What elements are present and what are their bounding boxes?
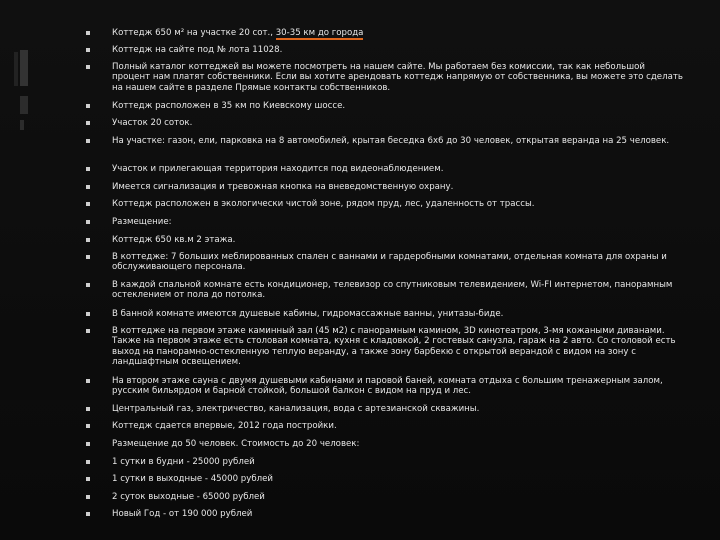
bullet-icon: [86, 512, 90, 516]
item-text: В коттедже на первом этаже каминный зал (45 м2) с панорамным камином, 3D кинотеатром, 3-мя кожаными диванами. Также на первом этаже есть столовая комната, кухня с кладовкой, 2 гостевых санузла, гараж на 2 авто. Со столовой есть выход на панорамно-остекленную теплую веранду, а также зону барбекю с открытой верандой с видом на зону с ландшафтным освещением.: [112, 326, 676, 368]
bullet-icon: [86, 31, 90, 35]
bullet-icon: [86, 329, 90, 333]
item-text: Коттедж расположен в экологически чистой зоне, рядом пруд, лес, удаленность от трассы.: [112, 199, 535, 209]
bullet-icon: [86, 379, 90, 383]
item-text: Центральный газ, электричество, канализация, вода с артезианской скважины.: [112, 404, 480, 414]
bullet-icon: [86, 442, 90, 446]
bullet-icon: [86, 312, 90, 316]
item-text: В банной комнате имеются душевые кабины, гидромассажные ванны, унитазы-биде.: [112, 309, 504, 319]
bullet-icon: [86, 407, 90, 411]
bullet-icon: [86, 495, 90, 499]
bullet-icon: [86, 65, 90, 69]
item-text: 1 сутки в выходные - 45000 рублей: [112, 474, 273, 484]
item-text: 1 сутки в будни - 25000 рублей: [112, 457, 255, 467]
item-text: Коттедж 650 кв.м 2 этажа.: [112, 235, 236, 245]
decor-bar: [14, 52, 18, 86]
item-text: Полный каталог коттеджей вы можете посмотреть на нашем сайте. Мы работаем без комиссии, так как небольшой процент нам платят собственники. Если вы хотите арендовать коттедж напрямую от собственника, вы можете это сделать на нашем сайте в разделе Прямые контакты собственников.: [112, 62, 683, 93]
highlighted-text: 30-35 км до города: [275, 28, 364, 38]
decor-bar: [20, 96, 28, 114]
item-text: Новый Год - от 190 000 рублей: [112, 509, 253, 519]
bullet-icon: [86, 185, 90, 189]
item-text: В каждой спальной комнате есть кондиционер, телевизор со спутниковым телевидением, Wi-FI интернетом, панорамным остеклением от пола до потолка.: [112, 280, 673, 301]
item-text: 2 суток выходные - 65000 рублей: [112, 492, 265, 502]
item-text: Коттедж на сайте под № лота 11028.: [112, 45, 283, 55]
item-text: Участок и прилегающая территория находится под видеонаблюдением.: [112, 164, 444, 174]
item-text: Имеется сигнализация и тревожная кнопка на вневедомственную охрану.: [112, 182, 454, 192]
bullet-icon: [86, 238, 90, 242]
item-text: На втором этаже сауна с двумя душевыми кабинами и паровой баней, комната отдыха с большим тренажерным залом, русским бильярдом и барной стойкой, большой балкон с видом на пруд и лес.: [112, 376, 663, 397]
bullet-icon: [86, 167, 90, 171]
item-text: В коттедже: 7 больших меблированных спален с ваннами и гардеробными комнатами, отдельная комната для охраны и обслуживающего персонала.: [112, 252, 667, 273]
bullet-icon: [86, 460, 90, 464]
item-text: На участке: газон, ели, парковка на 8 автомобилей, крытая беседка 6х6 до 30 человек, открытая веранда на 25 человек.: [112, 136, 670, 146]
item-text: Коттедж расположен в 35 км по Киевскому шоссе.: [112, 101, 346, 111]
bullet-icon: [86, 202, 90, 206]
bullet-icon: [86, 139, 90, 143]
bullet-icon: [86, 121, 90, 125]
item-text: Коттедж сдается впервые, 2012 года постройки.: [112, 421, 337, 431]
bullet-icon: [86, 48, 90, 52]
bullet-icon: [86, 424, 90, 428]
item-text: Размещение:: [112, 217, 172, 227]
bullet-icon: [86, 283, 90, 287]
decor-bar: [20, 50, 28, 86]
item-text: Размещение до 50 человек. Стоимость до 20 человек:: [112, 439, 360, 449]
bullet-icon: [86, 255, 90, 259]
item-text: Коттедж 650 м² на участке 20 сот.,: [112, 28, 276, 38]
decor-bar: [20, 120, 24, 130]
item-text: Участок 20 соток.: [112, 118, 193, 128]
bullet-icon: [86, 104, 90, 108]
bullet-icon: [86, 220, 90, 224]
bullet-icon: [86, 477, 90, 481]
